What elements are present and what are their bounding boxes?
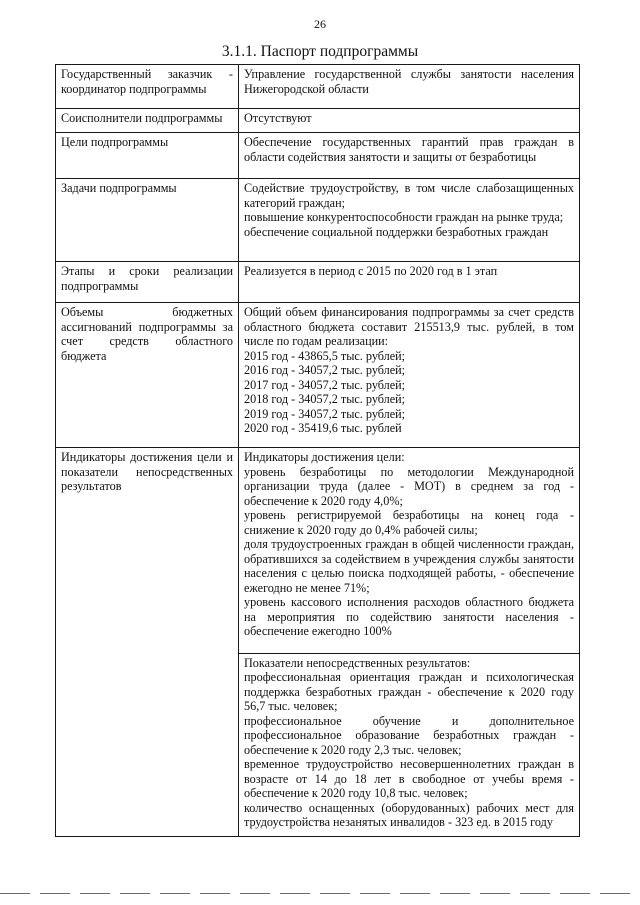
row-value-indicators: [239, 448, 580, 654]
table-row: [56, 448, 580, 654]
row-label-coexecutors: Соисполнители подпрограммы: [56, 109, 239, 133]
table-row: [56, 109, 580, 133]
row-value-goals: Обеспечение государственных гарантий прав граждан в области содействия занятости и защиты от безработицы: [239, 133, 580, 179]
row-value-tasks: [239, 179, 580, 262]
row-value-customer: Управление государственной службы занятости населения Нижегородской области: [239, 65, 580, 109]
row-label-customer: Государственный заказчик - координатор подпрограммы: [56, 65, 239, 109]
indicator-item: уровень безработицы по методологии Международной организации труда (далее - МОТ) в среднем за год - обеспечение к 2020 году 4,0%;: [244, 464, 574, 508]
row-label-tasks: Задачи подпрограммы: [56, 179, 239, 262]
result-item: количество оснащенных (оборудованных) рабочих мест для трудоустройства незанятых инвалидов - 323 ед. в 2015 году: [244, 800, 574, 829]
table-row: [56, 65, 580, 109]
table-row: [56, 133, 580, 179]
results-heading: Показатели непосредственных результатов:: [244, 655, 471, 670]
subprogram-passport-table: [55, 64, 580, 837]
budget-year-item: 2017 год - 34057,2 тыс. рублей;: [244, 377, 406, 392]
task-item: Содействие трудоустройству, в том числе слабозащищенных категорий граждан;: [244, 181, 574, 210]
table-row: [56, 179, 580, 262]
indicator-item: уровень регистрируемой безработицы на конец года - снижение к 2020 году до 0,4% рабочей силы;: [244, 508, 574, 537]
result-item: временное трудоустройство несовершеннолетних граждан в возрасте от 14 до 18 лет в свободное от учебы время - обеспечение к 2020 году 10,8 тыс. человек;: [244, 757, 574, 800]
result-item: профессиональное обучение и дополнительное профессиональное образование безработных граждан - обеспечение к 2020 году 2,3 тыс. человек;: [244, 713, 574, 757]
page-bottom-line: [0, 893, 640, 894]
document-title: 3.1.1. Паспорт подпрограммы: [221, 43, 419, 60]
row-value-coexecutors: Отсутствуют: [239, 109, 580, 133]
budget-year-item: 2016 год - 34057,2 тыс. рублей;: [244, 363, 406, 377]
budget-year-item: 2015 год - 43865,5 тыс. рублей;: [244, 348, 406, 363]
row-value-results: [239, 653, 580, 836]
row-label-budget: Объемы бюджетных ассигнований подпрограммы за счет средств областного бюджета: [56, 303, 239, 448]
row-label-indicators: Индикаторы достижения цели и показатели непосредственных результатов: [56, 448, 239, 837]
budget-year-item: 2020 год - 35419,6 тыс. рублей: [244, 421, 402, 435]
task-item: обеспечение социальной поддержки безработных граждан: [244, 224, 549, 239]
indicator-item: уровень кассового исполнения расходов областного бюджета на мероприятия по содействию занятости населения - обеспечение ежегодно 100%: [244, 595, 574, 638]
budget-year-item: 2018 год - 34057,2 тыс. рублей;: [244, 392, 406, 406]
table-row: [56, 262, 580, 303]
budget-intro: Общий объем финансирования подпрограммы за счет средств областного бюджета составит 215513,9 тыс. рублей, в том числе по годам реализации:: [244, 305, 574, 348]
result-item: профессиональная ориентация граждан и психологическая поддержка безработных граждан - обеспечение к 2020 году 56,7 тыс. человек;: [244, 670, 574, 713]
row-label-stages: Этапы и сроки реализации подпрограммы: [56, 262, 239, 303]
table-row: [56, 303, 580, 448]
page-number: 26: [314, 17, 326, 31]
task-item: повышение конкурентоспособности граждан на рынке труда;: [244, 210, 564, 224]
row-label-goals: Цели подпрограммы: [56, 133, 239, 179]
budget-year-item: 2019 год - 34057,2 тыс. рублей;: [244, 406, 406, 421]
indicators-heading: Индикаторы достижения цели:: [244, 450, 405, 464]
row-value-stages: Реализуется в период с 2015 по 2020 год в 1 этап: [239, 262, 580, 303]
indicator-item: доля трудоустроенных граждан в общей численности граждан, обратившихся за содействием в учреждения службы занятости населения с целью поиска подходящей работы, - обеспечение ежегодно не менее 71%;: [244, 537, 574, 595]
row-value-budget: [239, 303, 580, 448]
